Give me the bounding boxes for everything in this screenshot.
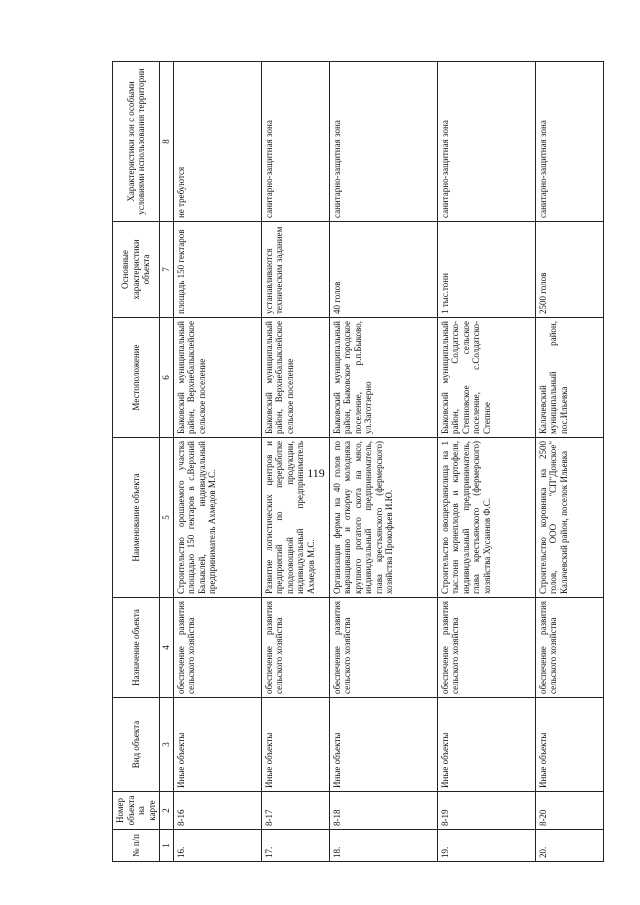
cell-location: Быковский муниципальный район, Быковское городское поселение, р.п.Быково, ул.Заготзерно xyxy=(329,318,437,438)
cell-map-num: 8-20 xyxy=(535,792,603,830)
cell-type: Иные объекты xyxy=(437,698,535,792)
header-location: Местоположение xyxy=(113,318,160,438)
cell-num: 18. xyxy=(329,830,437,862)
cell-location: Быковский муниципальный район, Солдатско-Степновское сельское поселение, с.Солдатско-Степное xyxy=(437,318,535,438)
header-purpose: Назначение объекта xyxy=(113,598,160,698)
column-index: 3 xyxy=(160,698,174,792)
cell-map-num: 8-16 xyxy=(173,792,261,830)
cell-purpose: обеспечение развития сельского хозяйства xyxy=(173,598,261,698)
table-row xyxy=(437,62,535,862)
cell-map-num: 8-17 xyxy=(261,792,329,830)
cell-location: Быковский муниципальный район, Верхнебалыклейское сельское поселение xyxy=(173,318,261,438)
cell-zones: санитарно-защитная зона xyxy=(437,62,535,222)
cell-location: Калачевский муниципальный район, пос.Ильевка xyxy=(535,318,603,438)
table-row xyxy=(173,62,261,862)
cell-name: Строительство коровника на 2500 голов, ООО "СП"Донское" Калачевский район, поселок Ильевка xyxy=(535,438,603,598)
table-row xyxy=(261,62,329,862)
column-index: 8 xyxy=(160,62,174,222)
header-characteristics: Основные характеристики объекта xyxy=(113,222,160,318)
cell-type: Иные объекты xyxy=(261,698,329,792)
column-index: 5 xyxy=(160,438,174,598)
rotated-table-container xyxy=(112,62,632,862)
cell-characteristics: площадь 150 гектаров xyxy=(173,222,261,318)
cell-characteristics: 2500 голов xyxy=(535,222,603,318)
cell-location: Быковский муниципальный район, Верхнебалыклейское сельское поселение xyxy=(261,318,329,438)
cell-purpose: обеспечение развития сельского хозяйства xyxy=(329,598,437,698)
cell-purpose: обеспечение развития сельского хозяйства xyxy=(261,598,329,698)
cell-num: 19. xyxy=(437,830,535,862)
header-type: Вид объекта xyxy=(113,698,160,792)
cell-name: Строительство овощехранилища на 1 тыс.тонн корнеплодов и картофеля, индивидуальный предприниматель, глава крестьянского (фермерского) хозяйства Хусаинов Ф.С. xyxy=(437,438,535,598)
cell-type: Иные объекты xyxy=(173,698,261,792)
cell-name: Строительство орошаемого участка площадью 150 гектаров в с.Верхний Балыклей, индивидуальный предприниматель Ахмедов М.С. xyxy=(173,438,261,598)
cell-purpose: обеспечение развития сельского хозяйства xyxy=(535,598,603,698)
cell-zones: санитарно-защитная зона xyxy=(261,62,329,222)
header-row xyxy=(113,62,160,862)
cell-num: 17. xyxy=(261,830,329,862)
column-index: 6 xyxy=(160,318,174,438)
cell-zones: санитарно-защитная зона xyxy=(329,62,437,222)
cell-characteristics: 40 голов xyxy=(329,222,437,318)
column-index-row xyxy=(160,62,174,862)
header-map-num: Номер объекта на карте xyxy=(113,792,160,830)
cell-num: 20. xyxy=(535,830,603,862)
header-num: № п/п xyxy=(113,830,160,862)
column-index: 1 xyxy=(160,830,174,862)
cell-characteristics: устанавливаются техническим заданием xyxy=(261,222,329,318)
cell-name: Организация фермы на 40 голов по выращиванию и откорму молодняка крупного рогатого скота на мясо, индивидуальный предприниматель, глава крестьянского (фермерского) хозяйства Прокофьев И.Ю. xyxy=(329,438,437,598)
page-number: 119 xyxy=(307,466,325,480)
column-index: 4 xyxy=(160,598,174,698)
column-index: 7 xyxy=(160,222,174,318)
header-zones: Характеристики зон с особыми условиями использования территории xyxy=(113,62,160,222)
cell-map-num: 8-18 xyxy=(329,792,437,830)
cell-map-num: 8-19 xyxy=(437,792,535,830)
header-name: Наименование объекта xyxy=(113,438,160,598)
cell-type: Иные объекты xyxy=(535,698,603,792)
cell-type: Иные объекты xyxy=(329,698,437,792)
cell-name: Развитие логистических центров и предприятий по переработке плодоовощной продукции, индивидуальный предприниматель Ахмедов М.С. xyxy=(261,438,329,598)
column-index: 2 xyxy=(160,792,174,830)
cell-num: 16. xyxy=(173,830,261,862)
table-row xyxy=(329,62,437,862)
cell-zones: санитарно-защитная зона xyxy=(535,62,603,222)
objects-table xyxy=(112,61,604,862)
cell-purpose: обеспечение развития сельского хозяйства xyxy=(437,598,535,698)
table-row xyxy=(535,62,603,862)
cell-characteristics: 1 тыс.тонн xyxy=(437,222,535,318)
cell-zones: не требуются xyxy=(173,62,261,222)
